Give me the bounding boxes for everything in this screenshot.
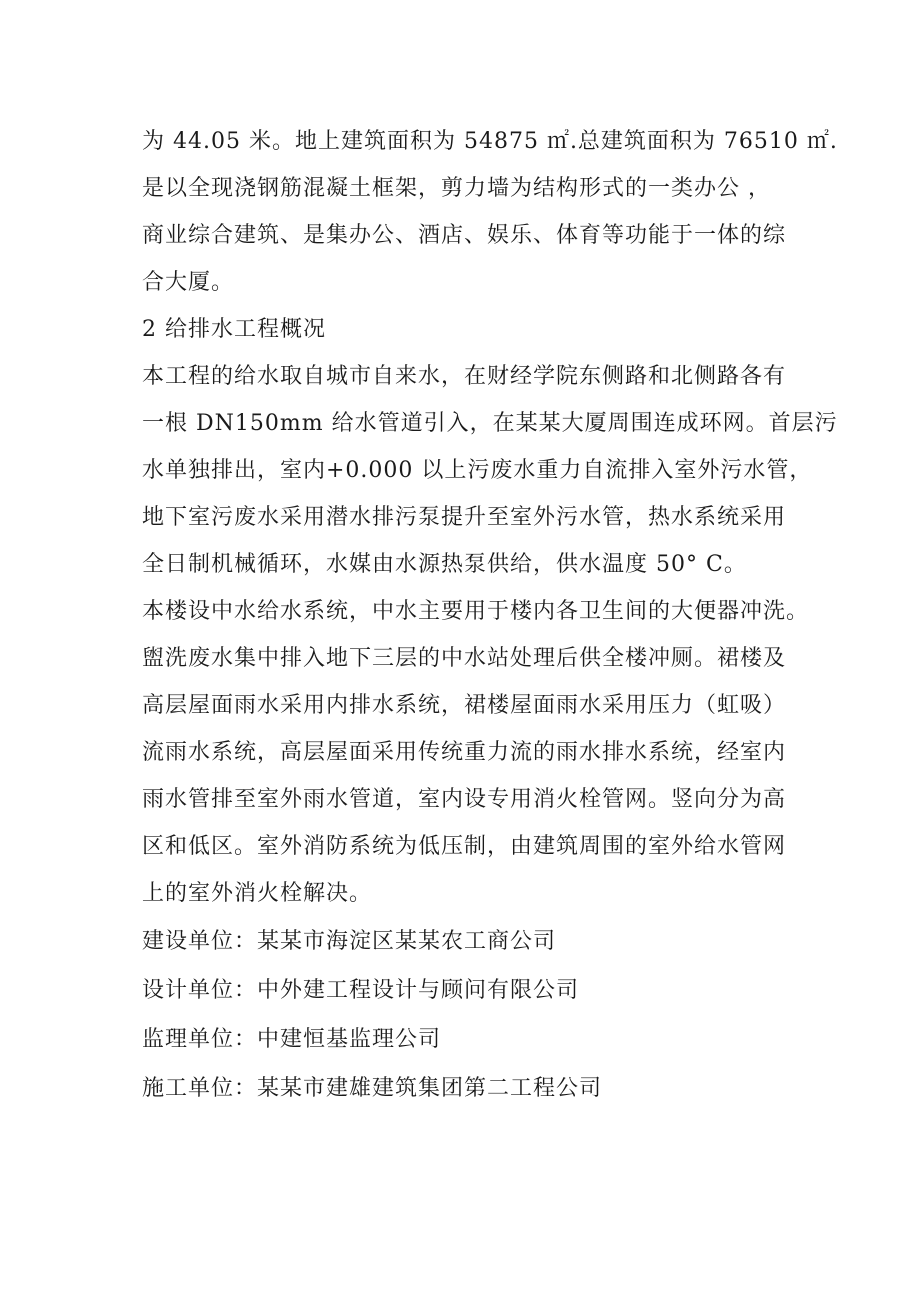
water-supply-paragraph: [142, 353, 838, 588]
supervision-unit: 监理单位：中建恒基监理公司: [142, 1027, 442, 1052]
text-line: 盥洗废水集中排入地下三层的中水站处理后供全楼冲厕。裙楼及: [142, 646, 787, 671]
project-parties: [142, 917, 802, 1113]
text-line: 上的室外消火栓解决。: [142, 881, 373, 906]
reclaimed-water-paragraph: [142, 588, 810, 917]
text-line: 是以全现浇钢筋混凝土框架，剪力墙为结构形式的一类办公 ，: [142, 176, 771, 201]
text-line: 本楼设中水给水系统，中水主要用于楼内各卫生间的大便器冲洗。: [142, 599, 810, 624]
intro-paragraph: [142, 118, 838, 306]
text-line: 高层屋面雨水采用内排水系统，裙楼屋面雨水采用压力（虹吸）: [142, 693, 787, 718]
text-line: 区和低区。室外消防系统为低压制，由建筑周围的室外给水管网: [142, 834, 787, 859]
contractor-unit: 施工单位：某某市建雄建筑集团第二工程公司: [142, 1076, 603, 1101]
text-line: 水单独排出，室内+0.000 以上污废水重力自流排入室外污水管，: [142, 458, 813, 483]
text-line: 商业综合建筑、是集办公、酒店、娱乐、体育等功能于一体的综: [142, 223, 787, 248]
text-line: 全日制机械循环，水媒由水源热泵供给，供水温度 50° C。: [142, 552, 747, 577]
text-line: 流雨水系统，高层屋面采用传统重力流的雨水排水系统，经室内: [142, 740, 787, 765]
text-line: 一根 DN150mm 给水管道引入，在某某大厦周围连成环网。首层污: [142, 411, 838, 436]
text-line: 地下室污废水采用潜水排污泵提升至室外污水管，热水系统采用: [142, 505, 787, 530]
text-line: 合大厦。: [142, 270, 235, 295]
section-heading: 2 给排水工程概况: [142, 317, 326, 342]
construction-unit: 建设单位：某某市海淀区某某农工商公司: [142, 929, 557, 954]
text-line: 为 44.05 米。地上建筑面积为 54875 ㎡.总建筑面积为 76510 ㎡.: [142, 129, 838, 154]
text-line: 雨水管排至室外雨水管道，室内设专用消火栓管网。竖向分为高: [142, 787, 787, 812]
text-line: 本工程的给水取自城市自来水，在财经学院东侧路和北侧路各有: [142, 364, 787, 389]
document-body: [142, 118, 838, 1113]
design-unit: 设计单位：中外建工程设计与顾问有限公司: [142, 978, 580, 1003]
